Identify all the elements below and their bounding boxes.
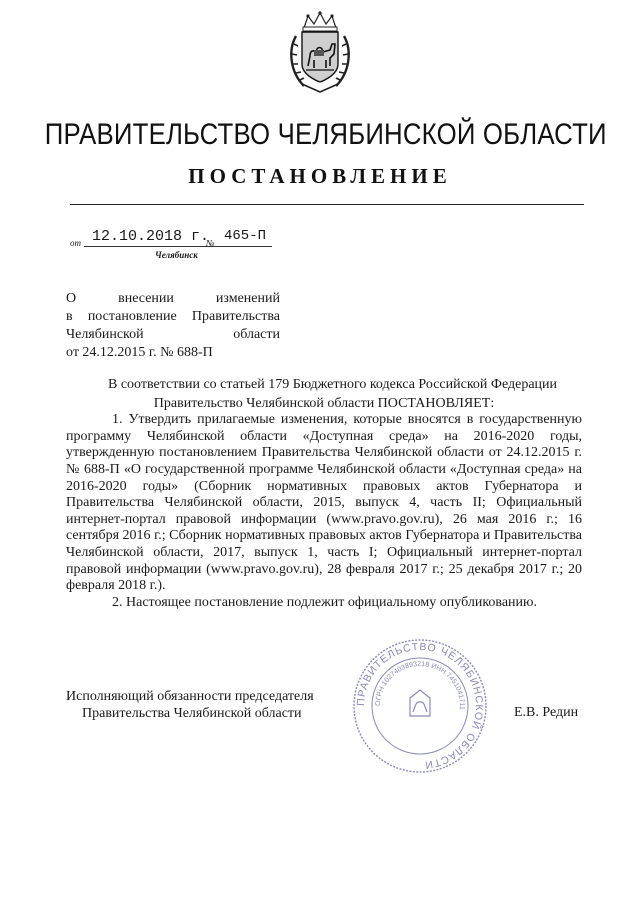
official-seal-icon: [350, 636, 490, 776]
government-title: ПРАВИТЕЛЬСТВО ЧЕЛЯБИНСКОЙ ОБЛАСТИ: [44, 118, 607, 151]
document-body: [66, 377, 582, 611]
number-label: №: [206, 238, 215, 248]
subject-line: Челябинской области: [66, 327, 280, 342]
document-date: 12.10.2018 г.: [92, 228, 210, 245]
subject-line: в постановление Правительства: [66, 309, 280, 324]
coat-of-arms-icon: [286, 10, 354, 94]
signatory-name: Е.В. Редин: [514, 705, 579, 720]
document-subject: [66, 290, 280, 362]
position-line: Правительства Челябинской области: [82, 706, 302, 721]
document-type: ПОСТАНОВЛЕНИЕ: [188, 164, 452, 188]
document-number: 465-П: [224, 228, 267, 244]
preamble-paragraph: В соответствии со статьей 179 Бюджетного кодекса Российской Федерации: [108, 377, 558, 392]
item-1-paragraph: 1. Утвердить прилагаемые изменения, которые вносятся в государственную программу Челябинской области «Доступная среда» на 2016-2020 годы, утвержденную постановлением Правительства Челябинской области от 24.12.2015 г. № 688-П «О государственной программе Челябинской области «Доступная среда» на 2016-2020 годы» (Сборник нормативных правовых актов Губернатора и Правительства Челябинской области, 2015, выпуск 4, часть II; Официальный интернет-портал правовой информации (www.pravo.gov.ru), 26 мая 2016 г.; 16 сентября 2016 г.; Сборник нормативных правовых актов Губернатора и Правительства Челябинской области, 2017, выпуск 1, часть I; Официальный интернет-портал правовой информации (www.pravo.gov.ru), 28 февраля 2017 г.; 25 декабря 2017 г.; 20 февраля 2018 г.).: [66, 412, 582, 594]
date-number-row: [70, 228, 330, 252]
signatory-position: [66, 688, 314, 722]
seal-ogrn-text: ОГРН 1027403893218 ИНН 7451041711: [374, 660, 466, 711]
city-label: Челябинск: [155, 250, 198, 260]
header-divider: [70, 204, 584, 205]
subject-line: О внесении изменений: [66, 291, 280, 306]
svg-text:ОГРН 1027403893218 ИНН 7451041: [375, 661, 465, 710]
item-2-paragraph: 2. Настоящее постановление подлежит официальному опубликованию.: [112, 594, 537, 610]
seal-ring-text: ПРАВИТЕЛЬСТВО ЧЕЛЯБИНСКОЙ ОБЛАСТИ: [354, 640, 486, 771]
decree-line: Правительство Челябинской области ПОСТАНОВЛЯЕТ:: [153, 395, 495, 411]
position-line: Исполняющий обязанности председателя: [66, 689, 314, 704]
svg-text:ПРАВИТЕЛЬСТВО ЧЕЛЯБИНСКОЙ ОБЛА: [355, 641, 485, 771]
number-underline: [220, 246, 268, 247]
date-label: от: [70, 238, 81, 248]
subject-line: от 24.12.2015 г. № 688-П: [66, 345, 213, 360]
